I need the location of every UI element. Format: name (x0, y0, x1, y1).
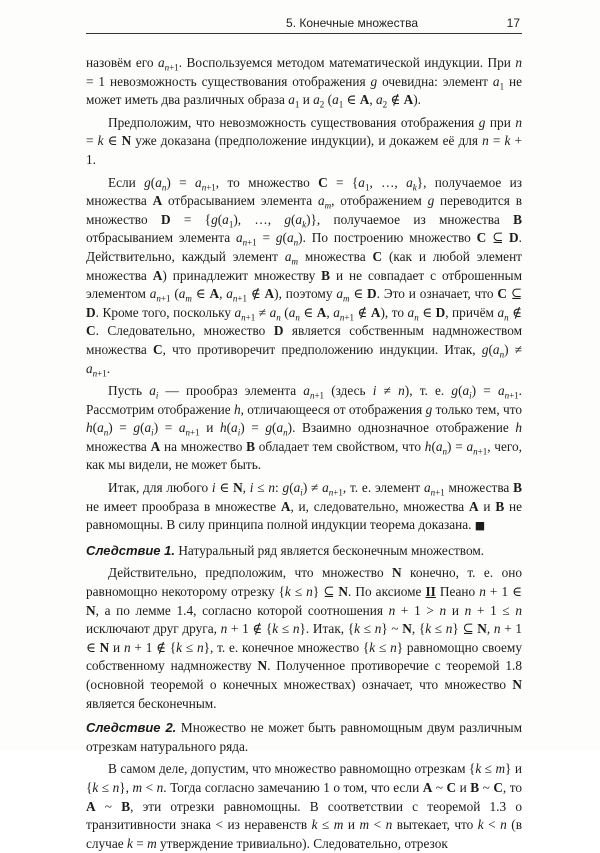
paragraph-3: Если $g(a_n) = a_{n+1}$, то множество $C = \{a_1$, …, $a_k$}, получаемое из множества A отбрасыванием элемента $a_m$, отображением g переводится в множество $D = \{g(a_1)$, …, $g(a_k)$}, получаемое из множества B отбрасыванием элемента $a_{n+1} = g(a_n)$. По построению множество C ⊆ D. Действительно, каждый элемент $a_m$ множества C (как и любой элемент множества A) принадлежит множеству B и не совпадает с отброшенным элементом $a_{n+1}$ ($a_m$ ∈ A, $a_{n+1}$ ∉ A), поэтому $a_m$ ∈ D. Это и означает, что C ⊆ D. Кроме того, поскольку $a_{n+1} \ne a_n$ ($a_n$ ∈ A, $a_{n+1}$ ∉ A), то $a_n$ ∈ D, причём $a_n$ ∉ C. Следовательно, множество D является собственным надмножеством множества C, что противоречит предположению индукции. Итак, $g(a_n) \ne a_{n+1}$. (86, 174, 523, 379)
corollary-1-label: Следствие 1. (86, 542, 175, 558)
corollary-2 (86, 719, 522, 756)
corollary-1-text: Натуральный ряд является бесконечным множеством. (178, 542, 485, 558)
paragraph-5: Итак, для любого i ∈ N, i ≤ n: $g(a_i) \ne a_{n+1}$, т. е. элемент $a_{n+1}$ множества B не имеет прообраза в множестве A, и, следовательно, множества A и B не равномощны. В силу принципа полной индукции теорема доказана. ■ (86, 480, 523, 533)
paragraph-6: Действительно, предположим, что множество N конечно, т. е. оно равномощно некоторому отрезку {k ≤ n} ⊆ N. По аксиоме II Пеано n + 1 ∈ N, а по лемме 1.4, согласно которой соотношения n + 1 > n и n + 1 ≤ n исключают друг друга, n + 1 ∉ {k ≤ n}. Итак, {k ≤ n} ~ N, {k ≤ n} ⊆ N, n + 1 ∈ N и n + 1 ∉ {k ≤ n}, т. е. конечное множество {k ≤ n} равномощно своему собственному надмножеству N. Полученное противоречие с теоремой 1.8 (основной теоремой о конечных множествах) означает, что множество N является бесконечным. (86, 565, 523, 711)
paragraph-1: назовём его $a_{n+1}$. Воспользуемся методом математической индукции. При n = 1 невозможность существования отображения g очевидна: элемент $a_1$ не может иметь два различных образа $a_1$ и $a_2$ ($a_1$ ∈ A, $a_2$ ∉ A). (86, 55, 522, 110)
page-body (86, 54, 522, 853)
paragraph-2: Предположим, что невозможность существования отображения g при n = k ∈ N уже доказана (предположение индукции), и докажем её для n = k + 1. (86, 114, 523, 167)
corollary-1 (86, 542, 522, 561)
paragraph-7: В самом деле, допустим, что множество равномощно отрезкам {k ≤ m} и {k ≤ n}, m < n. Тогда согласно замечанию 1 о том, что если A ~ C и B ~ C, то A ~ B, эти отрезки равномощны. В соответствии с теоремой 1.3 о транзитивности знака < из неравенств k ≤ m и m < n вытекает, что k < n (в случае k = m утверждение тривиально). Следовательно, отрезок (86, 761, 523, 851)
corollary-2-text: Множество не может быть равномощным двум различным отрезкам натурального ряда. (86, 720, 522, 754)
corollary-2-label: Следствие 2. (86, 720, 177, 736)
section-title: 5. Конечные множества (286, 16, 418, 30)
page-number: 17 (506, 16, 520, 30)
paragraph-4: Пусть $a_i$ — прообраз элемента $a_{n+1}$ (здесь i ≠ n), т. е. $g(a_i) = a_{n+1}$. Рассмотрим отображение h, отличающееся от отображения g только тем, что $h(a_n) = g(a_i) = a_{n+1}$ и $h(a_i) = g(a_n)$. Взаимно однозначное отображение h множества A на множество B обладает тем свойством, что $h(a_n) = a_{n+1}$, чего, как мы видели, не может быть. (86, 383, 523, 473)
running-header (86, 14, 522, 34)
header-rule (86, 33, 522, 34)
qed-mark: ■ (474, 519, 486, 533)
